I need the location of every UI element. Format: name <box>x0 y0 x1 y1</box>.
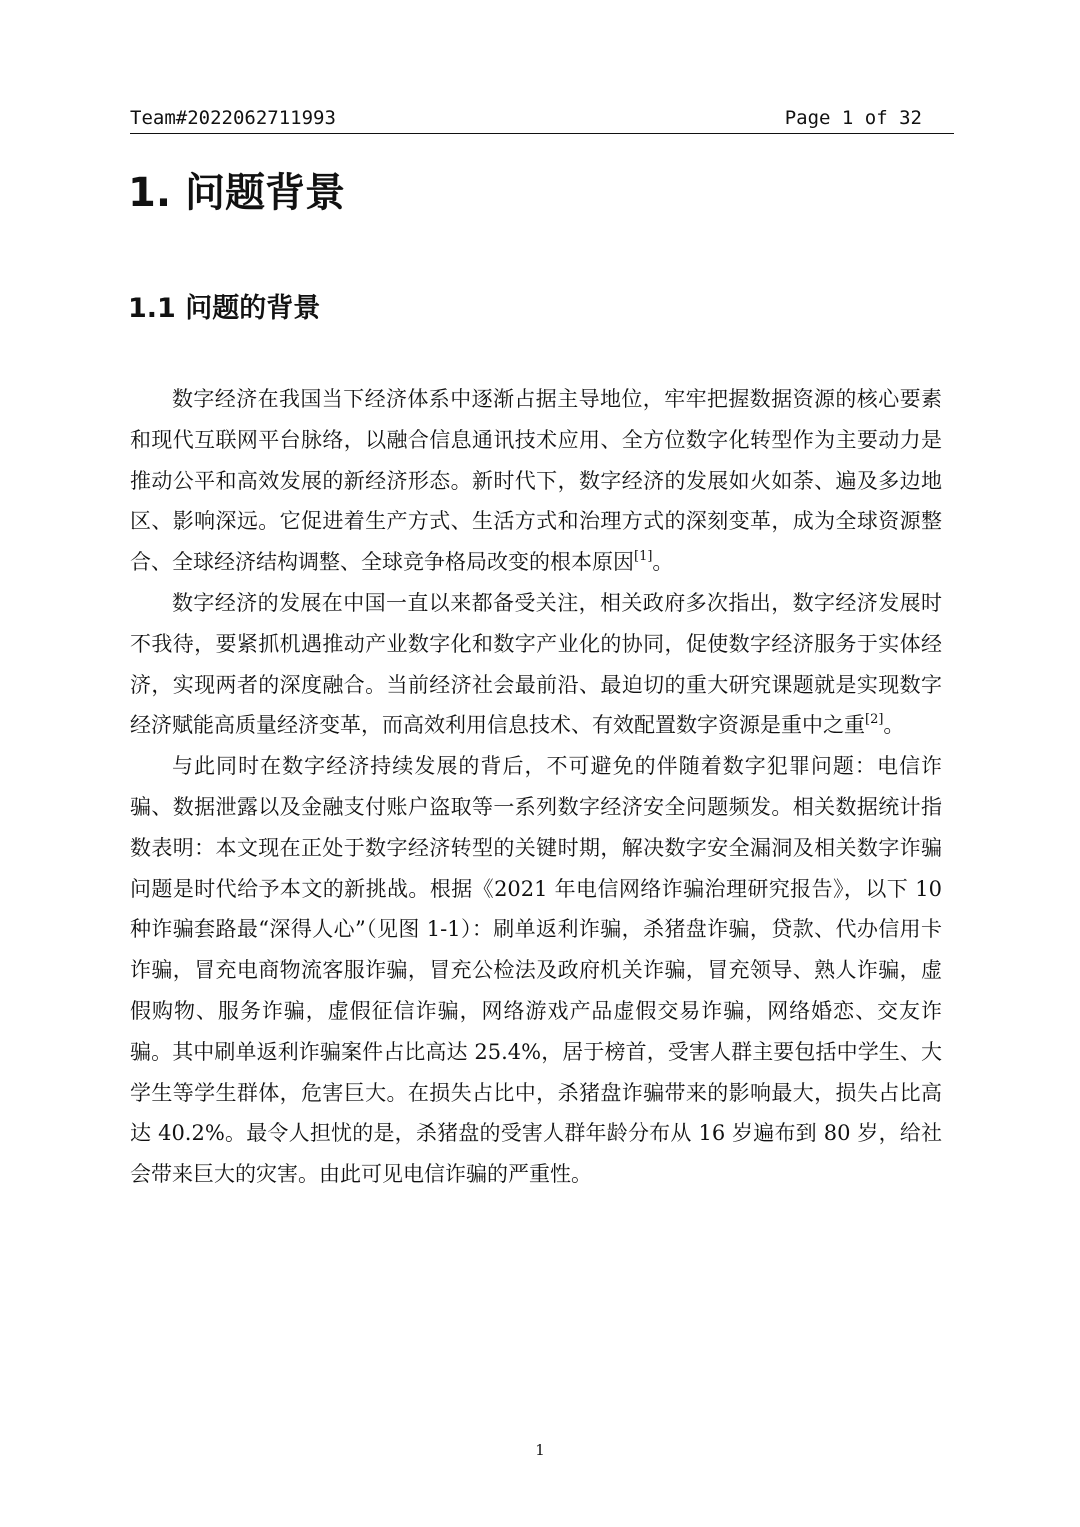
paragraph-text: 数字经济在我国当下经济体系中逐渐占据主导地位，牢牢把握数据资源的核心要素和现代互联网平台脉络，以融合信息通讯技术应用、全方位数字化转型作为主要动力是推动公平和高效发展的新经济形态。新时代下，数字经济的发展如火如荼、遍及多边地区、影响深远。它促进着生产方式、生活方式和治理方式的深刻变革，成为全球资源整合、全球经济结构调整、全球竞争格局改变的根本原因 <box>130 387 942 575</box>
page-info: Page 1 of 32 <box>784 107 922 129</box>
running-header <box>130 105 954 134</box>
paragraph-end: 。 <box>883 713 905 738</box>
page-number: 1 <box>535 1441 545 1459</box>
paragraph <box>130 379 942 583</box>
team-id: Team#2022062711993 <box>130 107 336 129</box>
paragraph-text: 数字经济的发展在中国一直以来都备受关注，相关政府多次指出，数字经济发展时不我待，要紧抓机遇推动产业数字化和数字产业化的协同，促使数字经济服务于实体经济，实现两者的深度融合。当前经济社会最前沿、最迫切的重大研究课题就是实现数字经济赋能高质量经济变革，而高效利用信息技术、有效配置数字资源是重中之重 <box>130 590 942 738</box>
paragraph-end: 。 <box>652 550 674 575</box>
section-heading: 1. 问题背景 <box>128 170 345 216</box>
subsection-heading: 1.1 问题的背景 <box>128 293 321 324</box>
body-text <box>130 379 942 1195</box>
citation-reference: [1] <box>634 549 653 565</box>
paragraph-text: 与此同时在数字经济持续发展的背后，不可避免的伴随着数字犯罪问题：电信诈骗、数据泄露以及金融支付账户盗取等一系列数字经济安全问题频发。相关数据统计指数表明：本文现在正处于数字经济转型的关键时期，解决数字安全漏洞及相关数字诈骗问题是时代给予本文的新挑战。根据《2021 年电信网络诈骗治理研究报告》，以下 10 种诈骗套路最“深得人心”（见图 1-1）：刷单返利诈骗，杀猪盘诈骗，贷款、代办信用卡诈骗，冒充电商物流客服诈骗，冒充公检法及政府机关诈骗，冒充领导、熟人诈骗，虚假购物、服务诈骗，虚假征信诈骗，网络游戏产品虚假交易诈骗，网络婚恋、交友诈骗。其中刷单返利诈骗案件占比高达 25.4%，居于榜首，受害人群主要包括中学生、大学生等学生群体，危害巨大。在损失占比中，杀猪盘诈骗带来的影响最大，损失占比高达 40.2%。最令人担忧的是，杀猪盘的受害人群年龄分布从 16 岁遍布到 80 岁，给社会带来巨大的灾害。由此可见电信诈骗的严重性。 <box>130 754 942 1187</box>
paragraph <box>130 583 942 746</box>
paragraph <box>130 746 942 1195</box>
citation-reference: [2] <box>865 712 884 728</box>
